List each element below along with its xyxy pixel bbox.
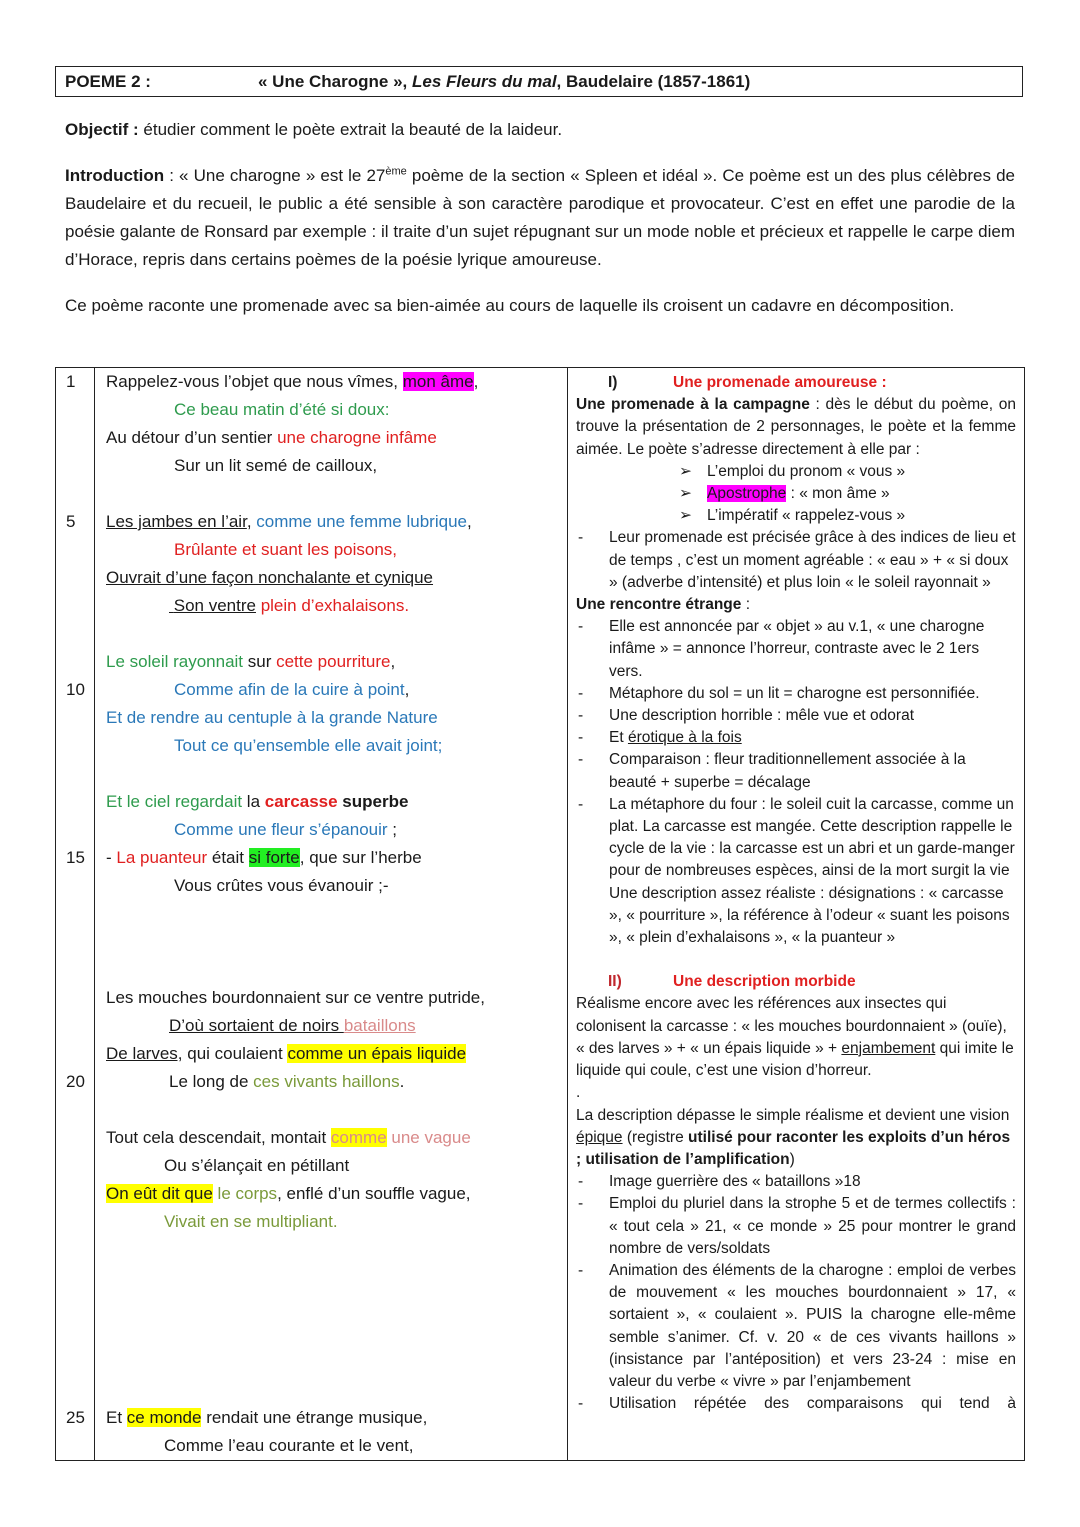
dash-item: - Animation des éléments de la charogne : emploi de verbes de mouvement « les mouches bourdonnaient » 17, « sortaient », « coulaient ». PUIS la charogne elle-même semble s’animer. Cf. v. 20 « de ces vivants haillons » (insistance par l’antéposition) et vers 23-24 : mise en valeur du verbe « vivre » par l’enjambement bbox=[576, 1260, 1016, 1393]
verse-11: Et de rendre au centuple à la grande Nature bbox=[106, 708, 438, 727]
column-divider-1 bbox=[94, 368, 95, 1460]
dash-item: - Une description horrible : mêle vue et odorat bbox=[576, 705, 1016, 727]
verse-13: Et le ciel regardait la carcasse superbe bbox=[106, 792, 409, 811]
spacer bbox=[576, 949, 1016, 971]
dash-item: - La métaphore du four : le soleil cuit la carcasse, comme un plat. La carcasse est mangée. Cette description rappelle le cycle de la vie : la carcasse est un abri et un garde-manger pour de nombreuses espèces, ainsi de la mort surgit la vie Une description assez réaliste : désignations : « carcasse », « pourriture », la référence à l’odeur « suant les poisons », « plein d’exhalaisons », « la puanteur » bbox=[576, 794, 1016, 949]
analysis-column bbox=[576, 372, 1016, 1415]
poem-analysis-table bbox=[55, 367, 1025, 1461]
realisme-paragraph: Réalisme encore avec les références aux insectes qui colonisent la carcasse : « les mouches bourdonnaient » (ouïe), « des larves » + « un épais liquide » + enjambement qui imite le liquide qui coule, c’est une vision d’horreur. bbox=[576, 995, 1014, 1080]
verse-19: De larves, qui coulaient comme un épais liquide bbox=[106, 1044, 467, 1063]
verse-10: Comme afin de la cuire à point, bbox=[174, 680, 410, 699]
dash-item: - Leur promenade est précisée grâce à des indices de lieu et de temps , c’est un moment agréable : « eau » + « si doux » (adverbe d’intensité) et plus loin « le soleil rayonnait » bbox=[576, 527, 1016, 594]
line-number: 25 bbox=[66, 1408, 85, 1427]
verse-4: Sur un lit semé de cailloux, bbox=[174, 456, 378, 475]
objectif-paragraph: Objectif : étudier comment le poète extrait la beauté de la laideur. bbox=[65, 120, 563, 139]
verse-6: Brûlante et suant les poisons, bbox=[174, 540, 398, 559]
epique-paragraph: La description dépasse le simple réalisme et devient une vision épique (registre utilisé pour raconter les exploits d’un héros ; utilisation de l’amplification) bbox=[576, 1106, 1011, 1168]
line-number: 15 bbox=[66, 848, 85, 867]
line-number: 20 bbox=[66, 1072, 85, 1091]
rencontre-heading: Une rencontre étrange : bbox=[576, 596, 751, 614]
dot-line: . bbox=[576, 1084, 581, 1102]
verse-23: On eût dit que le corps, enflé d’un souffle vague, bbox=[106, 1184, 471, 1203]
verse-15: - La puanteur était si forte, que sur l’herbe bbox=[106, 848, 422, 867]
section-1-heading: I) Une promenade amoureuse : bbox=[608, 374, 887, 391]
verse-21: Tout cela descendait, montait comme une vague bbox=[106, 1128, 471, 1147]
verse-1: Rappelez-vous l’objet que nous vîmes, mon âme, bbox=[106, 372, 479, 391]
dash-item: - Image guerrière des « bataillons »18 bbox=[576, 1171, 1016, 1193]
promenade-paragraph: Une promenade à la campagne : dès le début du poème, on trouve la présentation de 2 personnages, le poète et la femme aimée. Le poète s’adresse directement à elle par : bbox=[576, 396, 1016, 458]
verse-14: Comme une fleur s’épanouir ; bbox=[174, 820, 398, 839]
verse-2: Ce beau matin d’été si doux: bbox=[174, 400, 390, 419]
line-number: 5 bbox=[66, 512, 76, 531]
dash-item: - Emploi du pluriel dans la strophe 5 et de termes collectifs : « tout cela » 21, « ce monde » 25 pour montrer le grand nombre de vers/soldats bbox=[576, 1193, 1016, 1260]
column-divider-2 bbox=[567, 368, 568, 1460]
verse-3: Au détour d’un sentier une charogne infâme bbox=[106, 428, 437, 447]
verse-25: Et ce monde rendait une étrange musique, bbox=[106, 1408, 428, 1427]
line-number: 10 bbox=[66, 680, 85, 699]
introduction-paragraph: Introduction : « Une charogne » est le 27ème poème de la section « Spleen et idéal ». Ce poème est un des plus célèbres de Baudelaire et du recueil, le public a été sensible à son caractère parodique et provocateur. C’est en effet une parodie de la poésie galante de Ronsard par exemple : il traite d’un sujet répugnant sur un mode noble et précieux et rappelle le carpe diem d’Horace, repris dans certains poèmes de la poésie lyrique amoureuse. bbox=[65, 165, 1015, 269]
verse-12: Tout ce qu’ensemble elle avait joint; bbox=[174, 736, 443, 755]
verse-17: Les mouches bourdonnaient sur ce ventre putride, bbox=[106, 988, 485, 1007]
verse-9: Le soleil rayonnait sur cette pourriture, bbox=[106, 652, 396, 671]
line-number: 1 bbox=[66, 372, 76, 391]
dash-item: - Comparaison : fleur traditionnellement associée à la beauté + superbe = décalage bbox=[576, 749, 1016, 793]
title-box bbox=[55, 66, 1023, 97]
verse-18: D’où sortaient de noirs bataillons bbox=[169, 1016, 416, 1035]
verse-5: Les jambes en l’air, comme une femme lubrique, bbox=[106, 512, 472, 531]
dash-item: - Et érotique à la fois bbox=[576, 727, 1016, 749]
arrow-icon: ➢ bbox=[679, 462, 692, 480]
arrow-icon: ➢ bbox=[679, 507, 692, 525]
verse-8: Son ventre plein d’exhalaisons. bbox=[173, 596, 410, 615]
bullet-imperatif: ➢ L’impératif « rappelez-vous » bbox=[576, 505, 1016, 527]
verse-26: Comme l’eau courante et le vent, bbox=[164, 1436, 414, 1455]
dash-item: - Métaphore du sol = un lit = charogne est personnifiée. bbox=[576, 683, 1016, 705]
verse-20: Le long de ces vivants haillons. bbox=[169, 1072, 405, 1091]
poem-label: POEME 2 : bbox=[65, 72, 151, 91]
bullet-pronom: ➢ L’emploi du pronom « vous » bbox=[576, 461, 1016, 483]
verse-16: Vous crûtes vous évanouir ;- bbox=[174, 876, 389, 895]
verse-22: Ou s’élançait en pétillant bbox=[164, 1156, 350, 1175]
verse-7: Ouvrait d’une façon nonchalante et cynique bbox=[106, 568, 434, 587]
poem-title: « Une Charogne », Les Fleurs du mal, Baudelaire (1857-1861) bbox=[258, 72, 751, 91]
arrow-icon: ➢ bbox=[679, 485, 692, 503]
section-2-heading: II) Une description morbide bbox=[608, 973, 856, 991]
dash-item: - Elle est annoncée par « objet » au v.1, « une charogne infâme » = annonce l’horreur, contraste avec le 2 1ers vers. bbox=[576, 616, 1016, 683]
summary-paragraph: Ce poème raconte une promenade avec sa bien-aimée au cours de laquelle ils croisent un cadavre en décomposition. bbox=[65, 296, 955, 315]
bullet-apostrophe: ➢ Apostrophe : « mon âme » bbox=[576, 483, 1016, 505]
dash-item: - Utilisation répétée des comparaisons qui tend à bbox=[576, 1393, 1016, 1415]
verse-24: Vivait en se multipliant. bbox=[164, 1212, 338, 1231]
